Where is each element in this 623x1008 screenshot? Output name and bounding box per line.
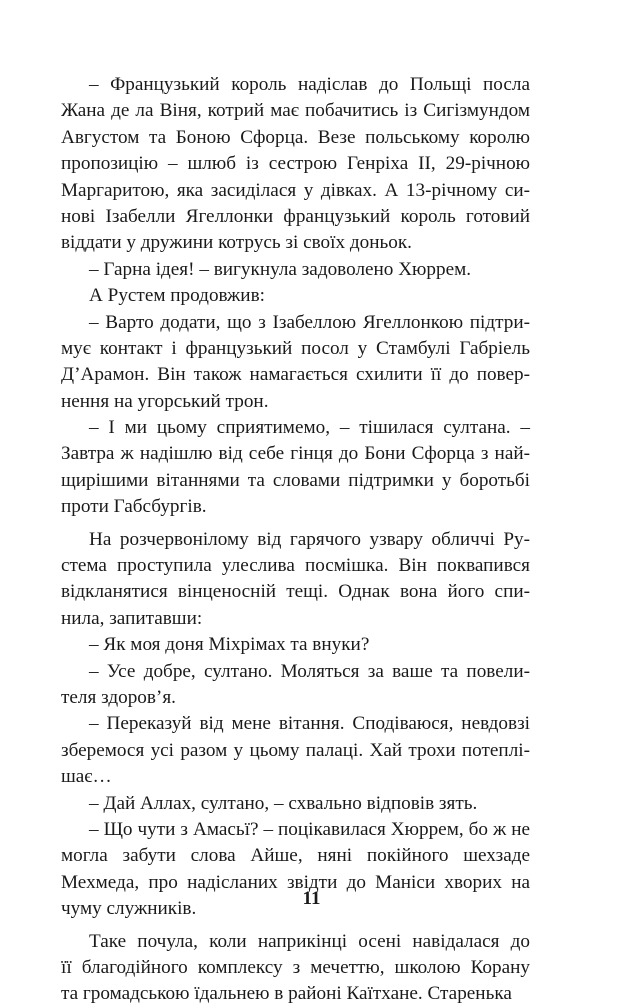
text-line: – Усе добре, султано. Моляться за ваше та повели- <box>89 660 530 682</box>
text-line: Жана де ла Віня, котрий має побачитись із Сигізмундом <box>61 100 530 122</box>
text-line: Августом та Боною Сфорца. Везе польському королю <box>61 126 530 148</box>
text-line: стема проступила улеслива посмішка. Він поквапився <box>61 555 530 577</box>
paragraph <box>61 72 530 257</box>
text-line: Мехмеда, про надісланих звідти до Маніси хворих на <box>61 871 530 893</box>
text-line: – Дай Аллах, султано, – схвально відповів зять. <box>89 792 478 814</box>
paragraph <box>61 659 530 712</box>
text-line: та громадською їдальнею в районі Каїтхане. Старенька <box>61 983 512 1005</box>
text-line: її благодійного комплексу з мечеттю, школою Корану <box>61 956 530 978</box>
text-line: – Що чути з Амасьї? – поцікавилася Хюррем, бо ж не <box>89 818 530 840</box>
text-line: віддати у дружини котрусь зі своїх доньок. <box>61 232 412 254</box>
text-line: нення на угорський трон. <box>61 390 269 412</box>
text-line: Завтра ж надішлю від себе гінця до Бони Сфорца з най- <box>61 443 530 465</box>
text-line: На розчервонілому від гарячого узвару обличчі Ру- <box>89 528 530 550</box>
text-line: теля здоров’я. <box>61 686 176 708</box>
text-line: Таке почула, коли наприкінці осені навідалася до <box>89 930 530 952</box>
text-line: – Переказуй від мене вітання. Сподіваюся, невдовзі <box>89 713 530 735</box>
text-line: пропозицію – шлюб із сестрою Генріха II, 29-річною <box>61 153 530 175</box>
text-line: мує контакт і французький посол у Стамбулі Габріель <box>61 337 530 359</box>
paragraph <box>61 415 530 521</box>
text-line: Маргаритою, яка засиділася у дівках. А 13-річному си- <box>61 179 530 201</box>
text-line: проти Габсбургів. <box>61 496 207 518</box>
book-page-text <box>61 72 530 1008</box>
paragraph <box>61 527 530 633</box>
paragraph <box>61 257 530 283</box>
text-line: – Як моя доня Міхрімах та внуки? <box>89 634 370 656</box>
paragraph <box>61 791 530 817</box>
text-line: відкланятися вінценосній тещі. Однак вона його спи- <box>61 581 530 603</box>
text-line: могла забути слова Айше, няні покійного шехзаде <box>61 845 530 867</box>
paragraph <box>61 929 530 1008</box>
text-line: А Рустем продовжив: <box>89 285 265 307</box>
text-line: – І ми цьому сприятимемо, – тішилася султана. – <box>89 417 530 439</box>
paragraph <box>61 310 530 416</box>
text-line: шає… <box>61 766 112 788</box>
paragraph <box>61 711 530 790</box>
text-line: чуму служників. <box>61 898 197 920</box>
text-line: зберемося усі разом у цьому палаці. Хай трохи потеплі- <box>61 739 530 761</box>
text-line: – Французький король надіслав до Польщі посла <box>89 74 530 95</box>
paragraph <box>61 632 530 658</box>
text-line: нила, запитавши: <box>61 607 203 629</box>
text-line: щирішими вітаннями та словами підтримки у боротьбі <box>61 469 530 491</box>
page-number: 11 <box>302 888 321 909</box>
text-line: – Варто додати, що з Ізабеллою Ягеллонкою підтри- <box>89 311 530 333</box>
text-line: Д’Арамон. Він також намагається схилити її до повер- <box>61 364 530 386</box>
text-line: – Гарна ідея! – вигукнула задоволено Хюррем. <box>89 258 472 280</box>
paragraph <box>61 283 530 309</box>
text-line: нові Ізабелли Ягеллонки французький король готовий <box>61 205 530 227</box>
